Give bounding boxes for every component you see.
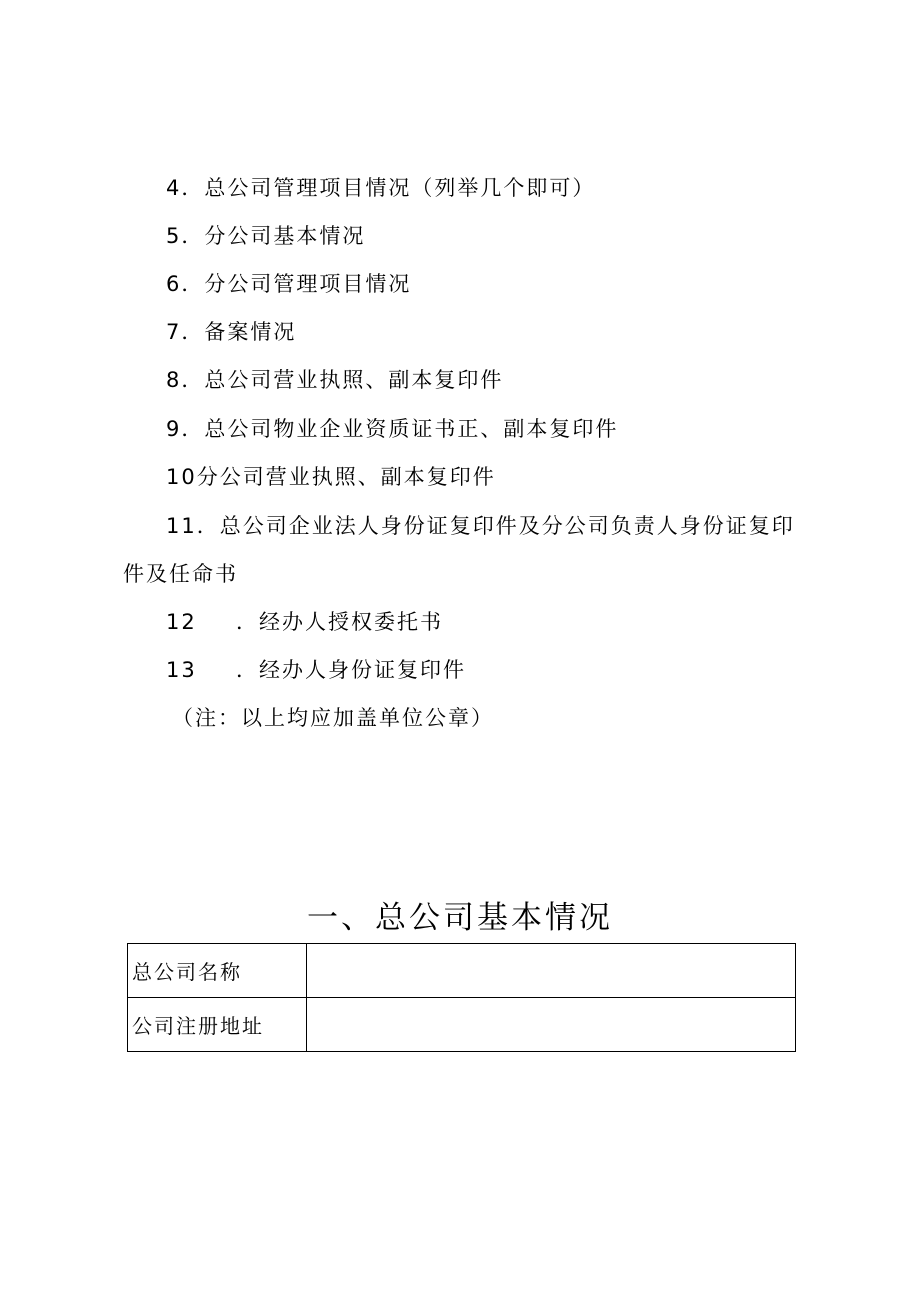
- list-item-number: 7: [166, 320, 182, 344]
- list-item-text: 分公司营业执照、副本复印件: [196, 465, 496, 489]
- list-item-number: 11: [166, 514, 197, 538]
- section-title: 一、总公司基本情况: [307, 900, 613, 936]
- list-item-number: 4: [166, 176, 182, 200]
- list-item-number: 9: [166, 417, 182, 441]
- list-item-number: 12: [166, 610, 197, 634]
- note: （注：以上均应加盖单位公章）: [172, 706, 494, 730]
- table-row: [128, 998, 796, 1052]
- list-item-7: [166, 318, 296, 346]
- list-item-12: [166, 608, 443, 636]
- company-info-table: [127, 943, 796, 1052]
- list-item-9: [166, 415, 618, 443]
- list-item-number: 10: [166, 465, 197, 489]
- list-item-8: [166, 366, 503, 394]
- list-item-text: ．经办人授权委托书: [236, 610, 443, 634]
- list-item-11-continuation: [123, 560, 238, 588]
- list-item-text: ．总公司管理项目情况（列举几个即可）: [181, 176, 596, 200]
- list-item-number: 5: [166, 224, 182, 248]
- list-item-text: ．备案情况: [181, 320, 297, 344]
- list-item-4: [166, 174, 595, 202]
- list-item-text: ．分公司管理项目情况: [181, 272, 412, 296]
- list-item-6: [166, 270, 411, 298]
- list-item-5: [166, 222, 365, 250]
- list-item-text: ．分公司基本情况: [181, 224, 366, 248]
- table-row: [128, 944, 796, 998]
- list-item-text: ．经办人身份证复印件: [236, 658, 466, 682]
- company-name-field[interactable]: [307, 944, 796, 998]
- list-item-text: ．总公司企业法人身份证复印件及分公司负责人身份证复印: [196, 514, 795, 538]
- list-item-text: ．总公司物业企业资质证书正、副本复印件: [181, 417, 619, 441]
- list-item-10: [166, 463, 496, 491]
- list-item-continuation-text: 件及任命书: [123, 562, 238, 586]
- list-item-number: 13: [166, 658, 197, 682]
- registered-address-label: 公司注册地址: [128, 998, 307, 1052]
- list-item-11: [166, 512, 795, 540]
- list-item-13: [166, 656, 466, 684]
- company-name-label: 总公司名称: [128, 944, 307, 998]
- list-item-text: ．总公司营业执照、副本复印件: [181, 368, 504, 392]
- registered-address-field[interactable]: [307, 998, 796, 1052]
- list-item-number: 8: [166, 368, 182, 392]
- list-item-number: 6: [166, 272, 182, 296]
